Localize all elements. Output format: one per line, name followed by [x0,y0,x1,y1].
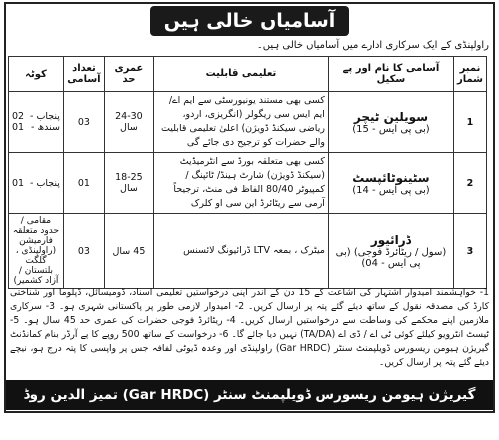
instructions-text: 1- خواہشمند امیدوار اشتہار کی اشاعت کے 15 دن کے اندر اپنی درخواستیں تعلیمی اسناد، ڈومیسائل، ڈپلوما اور شناختی کارڈ کی مصدقہ نقول کے ساتھ دیئے گئے پتہ پر ارسال کریں۔ 2- امیدوار لازمی طور پر پاکستانی شہری ہو۔ 3- سرکاری ملازمین اپنے محکمے کی وساطت سے درخواستیں ارسال کریں۔ 4- ریٹائرڈ فوجی حضرات کی عمری حد 45 سال ہو۔ 5- ٹیسٹ انٹرویو کیلئے کوئی ٹی اے / ڈی اے (TA/DA) نہیں دیا جائے گا۔ 6- درخواست کے ساتھ 500 روپے کا پے آرڈر بنام کمانڈنٹ گیریژن ہیومن ریسورس ڈویلپمنٹ سنٹر (Gar HRDC) راولپنڈی اور وعدہ ڈیوٹی لفافہ جس پر واپسی کا پتہ درج ہو، نیچے دیئے گئے پتہ پر ارسال کریں۔ [10,287,490,368]
pay-scale: (سول / ریٹائرڈ فوجی) (بی پی ایس - 04) [335,247,447,269]
qualification: کسی بھی مستند یونیورسٹی سے ایم اے/ ایم ایس سی ریگولر (انگریزی، اردو، ریاضی سیکنڈ ڈویژن) اعلیٰ تعلیمی قابلیت والے حضرات کو ترجیح دی جائے گی [153,92,328,153]
pay-scale: (بی پی ایس - 14) [352,184,430,196]
quota-number: 01 [12,122,25,133]
header-quota: کوٹہ [9,57,64,92]
post-name: سویلین ٹیچر [353,109,428,124]
vacancy-table [8,56,487,289]
quota-line [12,122,60,133]
table-row [9,153,487,214]
post-count: 03 [63,214,104,289]
quota-cell [9,214,64,289]
header-qualification: تعلیمی قابلیت [153,57,328,92]
header-count: تعداد آسامی [63,57,104,92]
header-age: عمری حد [104,57,153,92]
quota-text: مقامی / حدود متعلقہ فارمیشن (راولپنڈی ، گلگت بلتستان / آزاد کشمیر) [12,216,60,286]
post-cell [328,153,453,214]
qualification: کسی بھی متعلقہ بورڈ سے انٹرمیڈیٹ (سیکنڈ ڈویژن) شارٹ ہینڈ/ ٹائپنگ / کمپیوٹر 80/40 الفاظ فی منٹ، ترجیحاً آرمی سے ریٹائرڈ این سی او کلرک [153,153,328,214]
quota-cell [9,153,64,214]
post-count: 03 [63,92,104,153]
table-row [9,214,487,289]
table-row [9,92,487,153]
quota-line [12,111,60,122]
post-cell [328,92,453,153]
page-title: آسامیاں خالی ہیں [150,6,349,36]
table-header-row [9,57,487,92]
header-post: آسامی کا نام اور پے سکیل [328,57,453,92]
quota-label: سندھ - [31,122,60,133]
pay-scale: (بی پی ایس - 15) [352,123,430,135]
quota-label: پنجاب - [30,177,60,189]
quota-line [12,178,60,189]
quota-number: 01 [12,177,25,189]
qualification: میٹرک ، بمعہ LTV ڈرائیونگ لائسنس [153,214,328,289]
quota-number: 02 [12,111,25,122]
row-number: 3 [453,214,486,289]
post-name: ڈرائیور [370,233,412,247]
header-no: نمبر شمار [453,57,486,92]
post-name: سٹینوٹائپسٹ [352,170,430,185]
quota-label: پنجاب - [30,111,60,122]
footer-address: گیریژن ہیومن ریسورس ڈویلپمنٹ سنٹر (Gar HRDC) تمیز الدین روڈ لالکڑتی راولپنڈی [6,380,493,410]
age-limit: 45 سال [104,214,153,289]
age-limit: 18-25 سال [104,153,153,214]
row-number: 2 [453,153,486,214]
post-count: 01 [63,153,104,214]
quota-cell [9,92,64,153]
intro-text: راولپنڈی کے ایک سرکاری ادارے میں آسامیاں خالی ہیں۔ [256,40,489,51]
post-cell [328,214,453,289]
age-limit: 24-30 سال [104,92,153,153]
row-number: 1 [453,92,486,153]
